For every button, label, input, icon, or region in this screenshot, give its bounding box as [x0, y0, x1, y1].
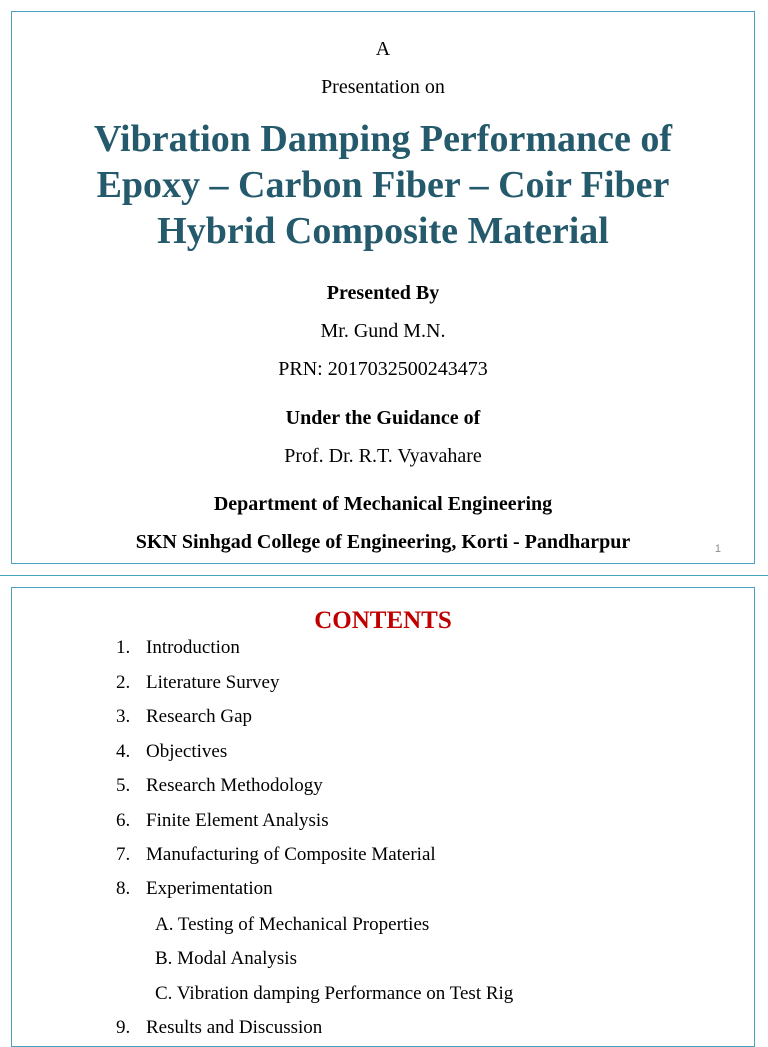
list-item — [116, 1017, 322, 1039]
title-line: Hybrid Composite Material — [157, 210, 609, 252]
list-item — [116, 878, 273, 900]
sub-item: B. Modal Analysis — [155, 948, 297, 969]
title-line: Epoxy – Carbon Fiber – Coir Fiber — [96, 164, 670, 206]
contents-slide — [11, 587, 755, 1047]
line-a: A — [375, 38, 391, 60]
presentation-on-label: Presentation on — [321, 76, 445, 98]
item-label: Objectives — [146, 741, 228, 762]
guide-name: Prof. Dr. R.T. Vyavahare — [284, 445, 482, 467]
list-item — [116, 706, 252, 728]
list-item — [116, 672, 279, 694]
presentation-title — [12, 116, 754, 254]
slide-divider — [0, 575, 768, 576]
item-label: Research Gap — [146, 706, 253, 727]
item-label: Research Methodology — [146, 775, 323, 796]
item-number: 1. — [116, 637, 131, 658]
contents-heading: CONTENTS — [314, 607, 452, 634]
sub-item: C. Vibration damping Performance on Test Rig — [155, 983, 514, 1004]
slide-number: 1 — [714, 543, 721, 555]
prn-number: PRN: 2017032500243473 — [278, 358, 488, 380]
list-item — [116, 844, 436, 866]
department-name: Department of Mechanical Engineering — [213, 493, 553, 515]
guidance-label: Under the Guidance of — [285, 407, 481, 429]
item-label: Experimentation — [146, 878, 273, 899]
presented-by-label: Presented By — [326, 282, 440, 304]
item-label: Results and Discussion — [146, 1017, 323, 1038]
item-number: 2. — [116, 672, 131, 693]
item-number: 7. — [116, 844, 131, 865]
list-item — [116, 741, 227, 763]
item-label: Literature Survey — [146, 672, 280, 693]
list-item — [116, 810, 329, 832]
item-number: 8. — [116, 878, 131, 899]
item-label: Finite Element Analysis — [146, 810, 329, 831]
title-line: Vibration Damping Performance of — [94, 118, 672, 160]
presenter-name: Mr. Gund M.N. — [320, 320, 446, 342]
item-number: 6. — [116, 810, 131, 831]
college-name: SKN Sinhgad College of Engineering, Korti - Pandharpur — [135, 531, 631, 553]
item-label: Introduction — [146, 637, 240, 658]
item-label: Manufacturing of Composite Material — [146, 844, 436, 865]
list-item — [116, 775, 323, 797]
item-number: 5. — [116, 775, 131, 796]
title-slide — [11, 11, 755, 564]
item-number: 3. — [116, 706, 131, 727]
item-number: 4. — [116, 741, 131, 762]
sub-item: A. Testing of Mechanical Properties — [155, 914, 430, 935]
item-number: 9. — [116, 1017, 131, 1038]
list-item — [116, 637, 240, 659]
